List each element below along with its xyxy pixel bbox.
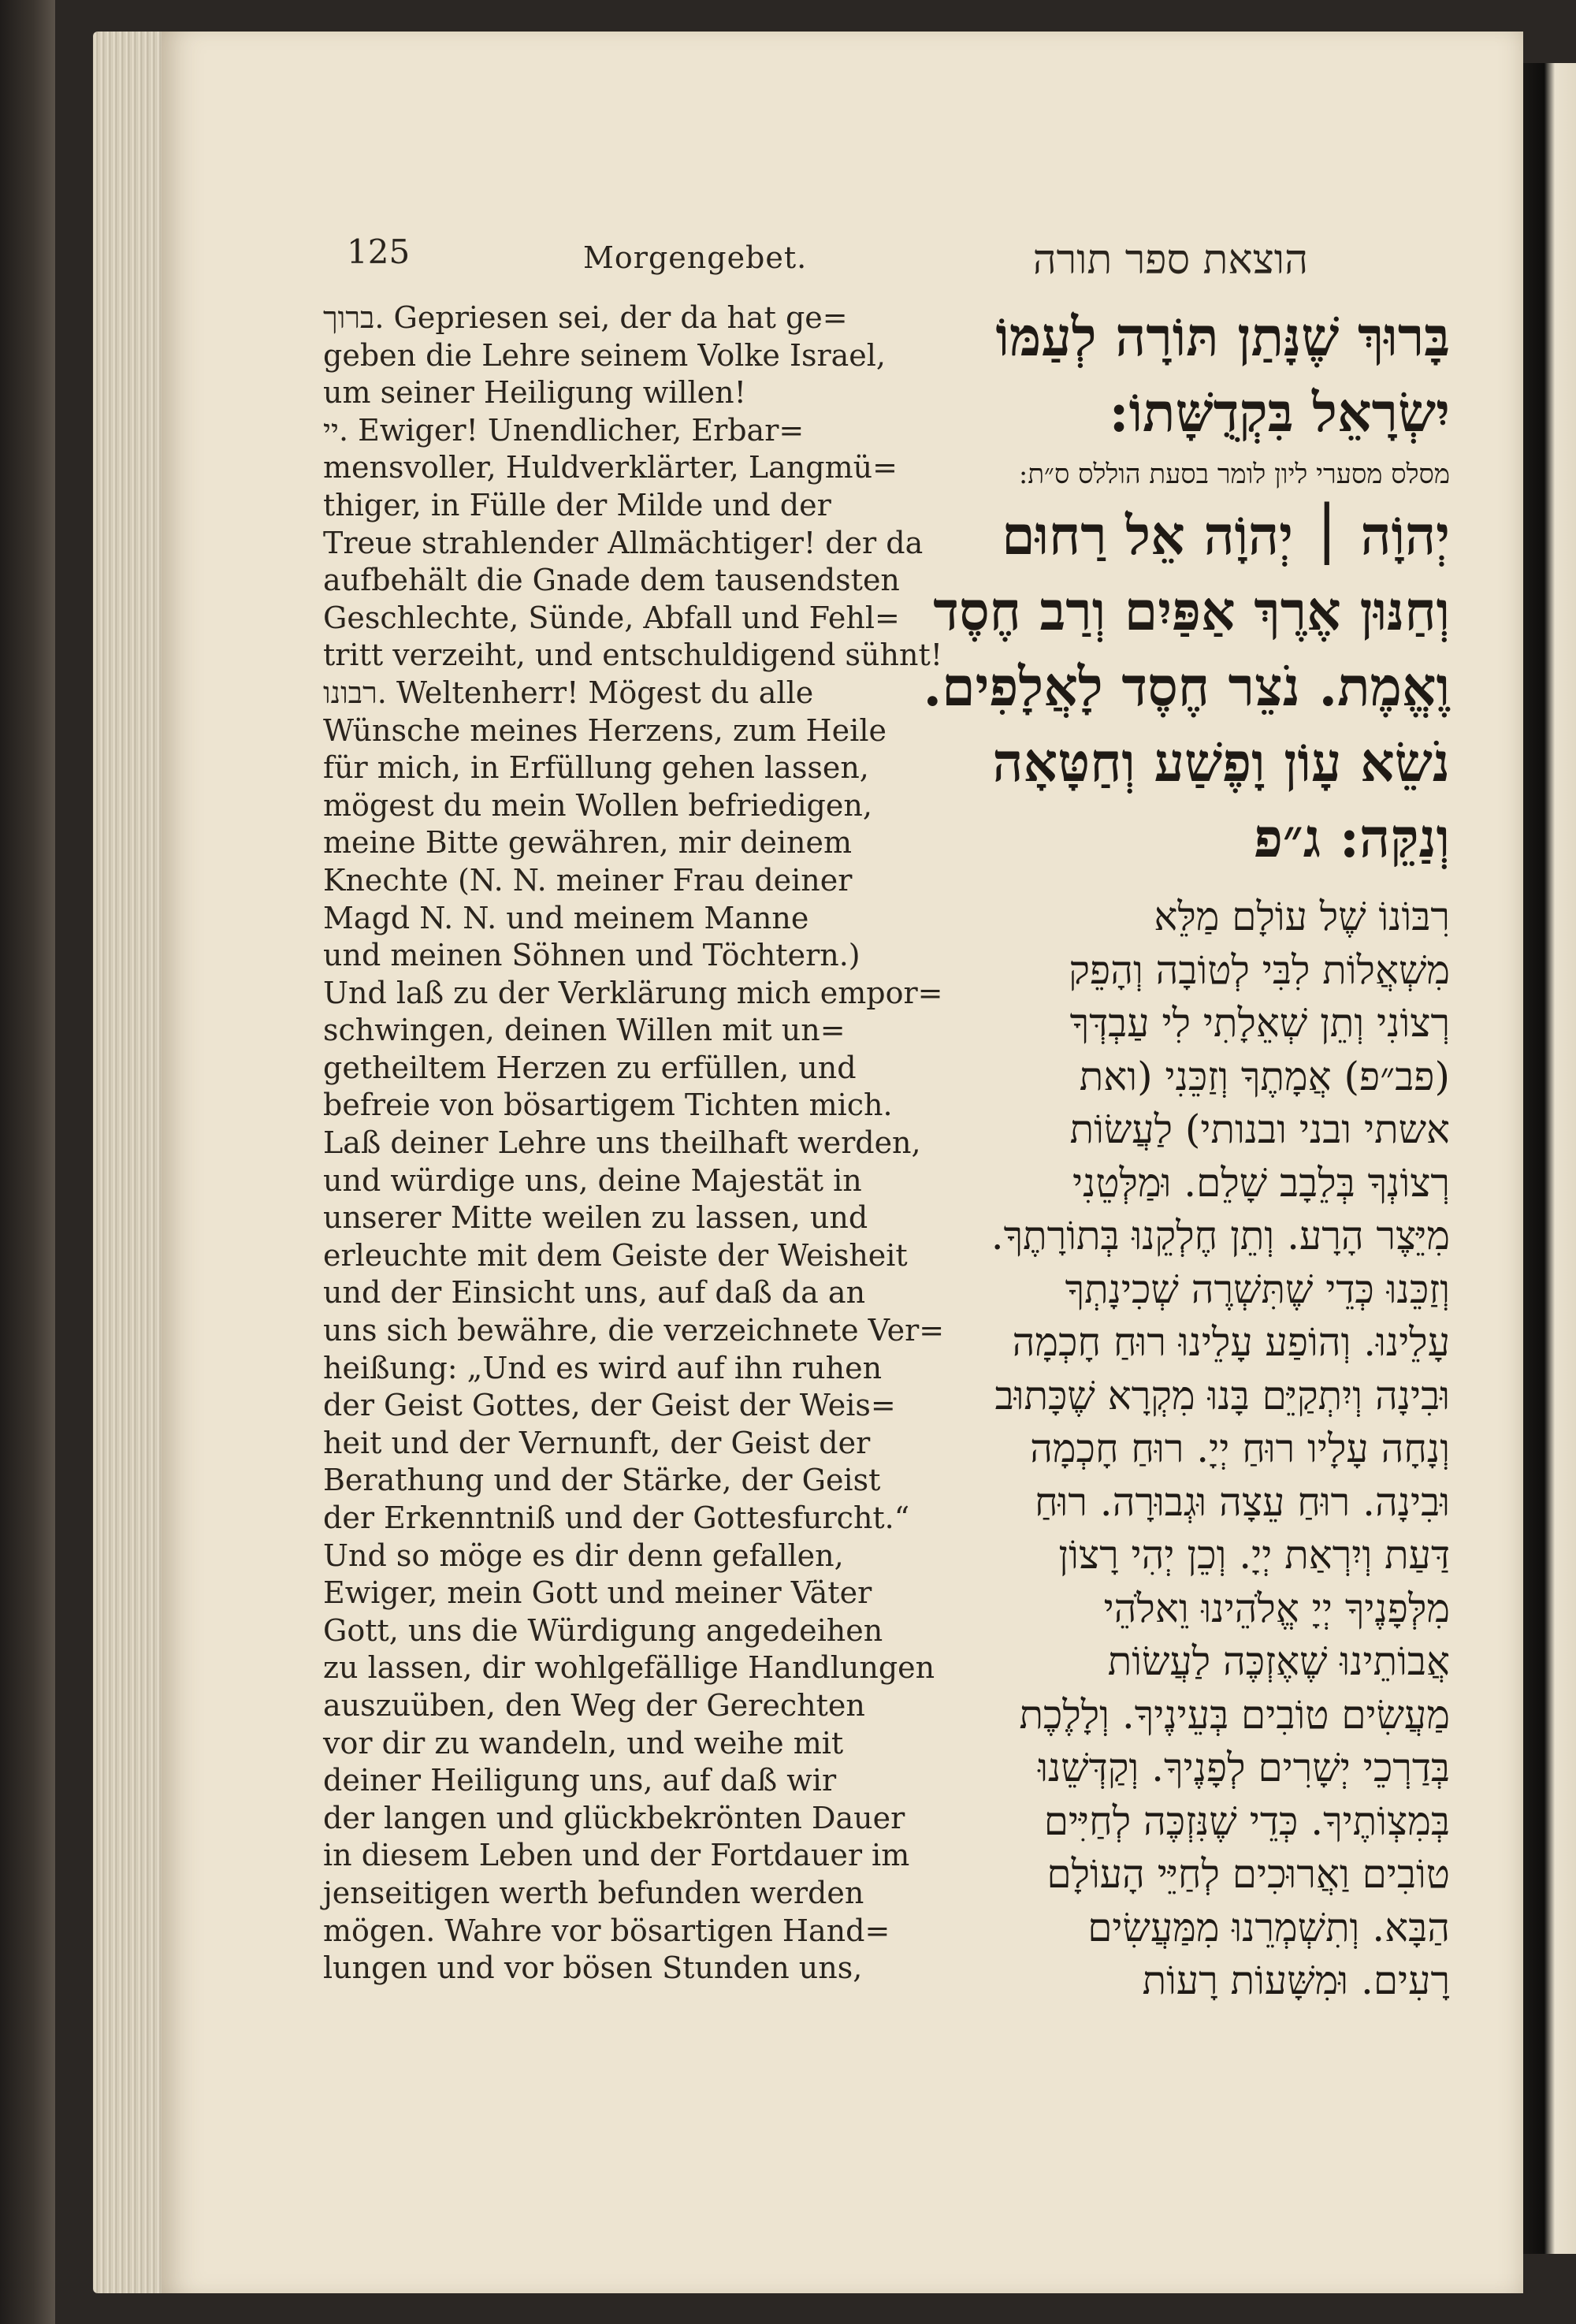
hebrew-attributes-line: נֹשֵׂא עָוֹן וָפֶשַׁע וְחַטָּאָה — [992, 731, 1450, 794]
german-text-line: für mich, in Erfüllung gehen lassen, — [323, 750, 869, 786]
german-text-line: Wünsche meines Herzens, zum Heile — [323, 712, 886, 748]
german-text-line: Und so möge es dir denn gefallen, — [323, 1538, 844, 1573]
german-text-line: aufbehält die Gnade dem tausendsten — [323, 563, 900, 598]
german-text-line: mögest du mein Wollen befriedigen, — [323, 787, 872, 823]
german-text-line: Geschlechte, Sünde, Abfall und Fehl= — [323, 600, 900, 635]
hebrew-prayer-line: מִשְׁאֲלוֹת לִבִּי לְטוֹבָה וְהָפֵק — [1069, 946, 1450, 993]
section-gap — [898, 876, 1450, 891]
german-text-line: geben die Lehre seinem Volke Israel, — [323, 337, 886, 373]
german-text-line: und der Einsicht uns, auf daß da an — [323, 1275, 866, 1311]
hebrew-attributes-line: וְחַנּוּן אֶרֶךְ אַפַּיִם וְרַב חֶסֶד — [933, 580, 1450, 643]
hebrew-prayer-line: רָעִים. וּמִשָּׁעוֹת רָעוֹת — [1142, 1958, 1450, 2003]
german-text-line: vor dir zu wandeln, und weihe mit — [323, 1725, 844, 1761]
hebrew-attributes-line: יְהוָֹה ׀ יְהוָֹה אֵל רַחוּם — [1002, 504, 1450, 567]
german-text-line: in diesem Leben und der Fortdauer im — [323, 1838, 910, 1873]
hebrew-blessing-line: בָּרוּךְ שֶׁנָּתַן תּוֹרָה לְעַמּוֹ — [995, 306, 1450, 369]
hebrew-prayer-line: רִבּוֹנוֹ שֶׁל עוֹלָם מַלֵּא — [1154, 894, 1450, 939]
hebrew-prayer-line: (פב״פ) אֲמָתֶךָ וְזַכֵּנִי (ואת — [1079, 1053, 1450, 1099]
running-head-hebrew: הוצאת ספר תורה — [1032, 236, 1308, 284]
german-text-line: thiger, in Fülle der Milde und der — [323, 487, 831, 522]
hebrew-blessing-line: יִשְׂרָאֵל בִּקְדֻשָּׁתוֹ: — [1109, 381, 1450, 444]
hebrew-prayer-line: דַּעַת וְיִרְאַת יְיָ. וְכֵן יְהִי רָצוֹן — [1058, 1532, 1450, 1578]
german-translation-column — [323, 299, 945, 1987]
german-text-line: zu lassen, dir wohlgefällige Handlungen — [323, 1650, 935, 1686]
german-text-line: יי. Ewiger! Unendlicher, Erbar= — [323, 412, 805, 448]
hebrew-prayer-line: רְצוֹנִי וְתֵן שְׁאֵלָתִי לִי עַבְדְּךָ — [1069, 1000, 1450, 1046]
german-text-line: mögen. Wahre vor bösartigen Hand= — [323, 1913, 890, 1948]
running-head-german: Morgengebet. — [583, 240, 808, 275]
german-text-line: ברוך. Gepriesen sei, der da hat ge= — [323, 300, 848, 335]
german-text-line: tritt verzeiht, und entschuldigend sühnt! — [323, 638, 942, 673]
book-cover-edge — [0, 0, 55, 2324]
german-text-line: der langen und glückbekrönten Dauer — [323, 1800, 905, 1835]
hebrew-prayer-line: אשתי ובני ובנותי) לַעֲשׂוֹת — [1069, 1106, 1450, 1152]
hebrew-prayer-line: עָלֵינוּ. וְהוֹפַע עָלֵינוּ רוּחַ חָכְמָה — [1012, 1319, 1450, 1365]
german-text-line: unserer Mitte weilen zu lassen, und — [323, 1200, 868, 1236]
german-text-line: getheiltem Herzen zu erfüllen, und — [323, 1050, 857, 1085]
german-text-line: schwingen, deinen Willen mit un= — [323, 1013, 846, 1048]
german-text-line: befreie von bösartigem Tichten mich. — [323, 1088, 893, 1123]
german-text-line: um seiner Heiligung willen! — [323, 375, 746, 411]
german-text-line: und würdige uns, deine Majestät in — [323, 1162, 862, 1198]
german-text-line: jenseitigen werth befunden werden — [323, 1875, 864, 1910]
facing-page-edge — [1523, 63, 1576, 2254]
german-text-line: mensvoller, Huldverklärter, Langmü= — [323, 450, 898, 485]
hebrew-instruction-line: מסלס מסערי ליון לומר בסעת הוללס ס״ת: — [1018, 459, 1450, 490]
german-text-line: der Geist Gottes, der Geist der Weis= — [323, 1388, 896, 1423]
hebrew-attributes-line: וֶאֱמֶת. נֹצֵר חֶסֶד לָאֲלָפִים. — [923, 656, 1450, 719]
german-text-line: Magd N. N. und meinem Manne — [323, 900, 809, 935]
german-text-line: lungen und vor bösen Stunden uns, — [323, 1950, 863, 1986]
german-text-line: Treue strahlender Allmächtiger! der da — [323, 525, 924, 560]
german-text-line: erleuchte mit dem Geiste der Weisheit — [323, 1237, 908, 1273]
hebrew-prayer-line: מִיֵּצֶר הָרָע. וְתֵן חֶלְקֵנוּ בְּתוֹרָתֶךָ. — [991, 1213, 1450, 1259]
german-text-line: heißung: „Und es wird auf ihn ruhen — [323, 1350, 883, 1385]
german-text-line: auszuüben, den Weg der Gerechten — [323, 1687, 865, 1723]
german-text-line: Ewiger, mein Gott und meiner Väter — [323, 1575, 872, 1611]
german-text-line: uns sich bewähre, die verzeichnete Ver= — [323, 1313, 945, 1348]
german-text-line: meine Bitte gewähren, mir deinem — [323, 825, 853, 861]
german-text-line: Gott, uns die Würdigung angedeihen — [323, 1612, 883, 1648]
hebrew-prayer-line: וּבִינָה. רוּחַ עֵצָה וּגְבוּרָה. רוּחַ — [1034, 1478, 1450, 1525]
german-text-line: Und laß zu der Verklärung mich empor= — [323, 975, 943, 1010]
german-text-line: רבונו. Weltenherr! Mögest du alle — [323, 675, 814, 710]
hebrew-prayer-line: טוֹבִים וַאֲרוּכִים לְחַיֵּי הָעוֹלָם — [1046, 1851, 1450, 1897]
german-text-line: und meinen Söhnen und Töchtern.) — [323, 938, 860, 973]
hebrew-text-column — [898, 299, 1450, 2008]
german-text-line: Laß deiner Lehre uns theilhaft werden, — [323, 1125, 921, 1161]
hebrew-prayer-line: אֲבוֹתֵינוּ שֶׁאֶזְכֶּה לַעֲשׂוֹת — [1107, 1638, 1450, 1684]
hebrew-prayer-line: רְצוֹנְךָ בְּלֵבָב שָׁלֵם. וּמַלְּטֵנִי — [1072, 1159, 1450, 1206]
german-text-line: heit und der Vernunft, der Geist der — [323, 1425, 871, 1460]
page-number: 125 — [347, 232, 411, 271]
page-stack-edge — [93, 32, 168, 2293]
hebrew-prayer-line: בְּמִצְוֹתֶיךָ. כְּדֵי שֶׁנִּזְכֶּה לְחַיִּים — [1043, 1798, 1450, 1844]
hebrew-prayer-line: הַבָּא. וְתִשְׁמְרֵנוּ מִמַּעֲשִׂים — [1087, 1904, 1450, 1950]
hebrew-attributes-line: וְנַקֵּה: ג״פ — [1253, 807, 1450, 870]
german-text-line: der Erkenntniß und der Gottesfurcht.“ — [323, 1500, 910, 1535]
german-text-line: Knechte (N. N. meiner Frau deiner — [323, 862, 853, 898]
german-text-line: Berathung und der Stärke, der Geist — [323, 1463, 881, 1498]
hebrew-prayer-line: מַעֲשִׂים טוֹבִים בְּעֵינֶיךָ. וְלָלֶכֶת — [1019, 1691, 1450, 1738]
german-text-line: deiner Heiligung uns, auf daß wir — [323, 1763, 837, 1798]
hebrew-prayer-line: וְנָחָה עָלָיו רוּחַ יְיָ. רוּחַ חָכְמָה — [1030, 1426, 1450, 1471]
hebrew-prayer-line: מִלְּפָנֶיךָ יְיָ אֱלֹהֵינוּ וֵאלֹהֵי — [1103, 1585, 1450, 1631]
hebrew-prayer-line: בְּדַרְכֵי יְשָׁרִים לְפָנֶיךָ. וְקַדְּשֵׁנוּ — [1038, 1745, 1450, 1790]
hebrew-prayer-line: וּבִינָה וְיִתְקַיֵּם בָּנוּ מִקְרָא שֶׁכָּתוּב — [994, 1372, 1450, 1419]
hebrew-prayer-line: וְזַכֵּנוּ כְּדֵי שֶׁתִּשְׁרֶה שְׁכִינָתְךָ — [1065, 1266, 1450, 1312]
